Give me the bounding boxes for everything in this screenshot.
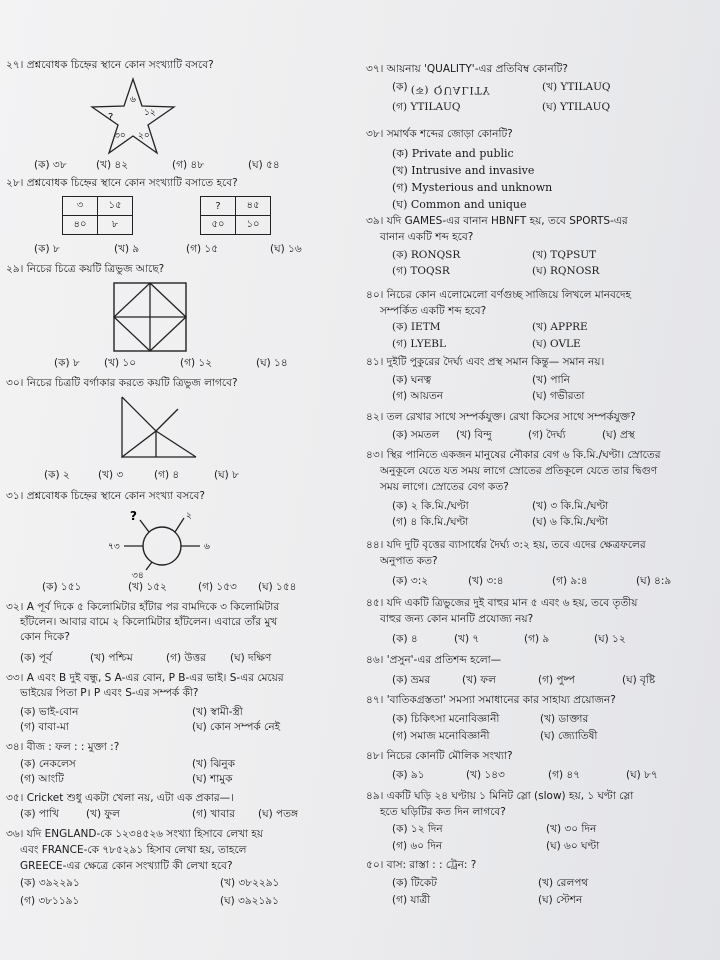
- option-b[interactable]: (খ) পশ্চিম: [90, 652, 133, 664]
- option-c[interactable]: (গ) ৪৭: [548, 769, 581, 781]
- option-a[interactable]: (ক) ৩৮: [34, 159, 67, 171]
- option-b[interactable]: (খ) ৩০ দিন: [546, 823, 597, 835]
- grid-cell: ৪০: [63, 216, 98, 235]
- option-c[interactable]: (গ) দৈর্ঘ্য: [528, 429, 566, 441]
- option-b[interactable]: (খ) ৭: [454, 633, 480, 645]
- question-stem: ৩১। প্রশ্নবোধক চিহ্নের স্থানে কোন সংখ্যা বসবে?: [6, 490, 205, 502]
- option-b[interactable]: (খ) ৯: [114, 243, 140, 255]
- option-d[interactable]: (ঘ) ৫৪: [248, 159, 280, 171]
- option-a[interactable]: (ক) ১৫১: [42, 581, 82, 593]
- option-d[interactable]: (ঘ) কোন সম্পর্ক নেই: [192, 721, 281, 733]
- option-d[interactable]: (ঘ) ৬ কি.মি./ঘণ্টা: [532, 516, 608, 528]
- star-question-mark: ?: [108, 112, 114, 123]
- wheel-number-bottom: ৩৪: [132, 571, 144, 581]
- question-line: অনুপাত কত?: [380, 555, 438, 567]
- option-b[interactable]: (খ) পানি: [532, 374, 570, 386]
- wheel-figure: [106, 506, 216, 586]
- wheel-number-top-right: ২: [186, 511, 192, 521]
- question-32: [6, 600, 279, 645]
- option-a[interactable]: (ক) ভাই-বোন: [20, 706, 79, 718]
- option-c[interactable]: (গ) ৪ কি.মি./ঘণ্টা: [392, 516, 469, 528]
- question-stem: ৪১। দুইটি পুকুরের দৈর্ঘ্য এবং প্রস্থ সমান কিন্তু— সমান নয়।: [366, 356, 605, 368]
- option-a[interactable]: (ক) Private and public: [392, 147, 514, 160]
- option-a[interactable]: (ক) ১২ দিন: [392, 823, 443, 835]
- option-c[interactable]: (গ) ৪: [154, 469, 180, 481]
- number-grid-2: [200, 196, 271, 235]
- option-a[interactable]: (ক) পাখি: [20, 808, 59, 820]
- option-d[interactable]: (ঘ) পতঙ্গ: [258, 808, 298, 820]
- option-d[interactable]: (ঘ) YTILAUQ: [542, 101, 611, 113]
- question-line: ৪৫। যদি একটি ত্রিভুজের দুই বাহুর মান ৫ এবং ৬ হয়, তবে তৃতীয়: [366, 597, 638, 609]
- question-line: ভাইয়ের পিতা P। P এবং S-এর সম্পর্ক কী?: [20, 687, 199, 699]
- question-stem: ৪৮। নিচের কোনটি মৌলিক সংখ্যা?: [366, 750, 513, 762]
- option-d[interactable]: (ঘ) ১৫৪: [258, 581, 297, 593]
- option-b[interactable]: (খ) ৪২: [96, 159, 129, 171]
- question-33: [6, 671, 284, 701]
- question-line: ৩২। A পূর্ব দিকে ৫ কিলোমিটার হাঁটার পর বামদিকে ৩ কিলোমিটার: [6, 601, 280, 613]
- question-stem: ৩৫। Cricket শুধু একটা খেলা নয়, এটা এক প্রকার—।: [6, 792, 234, 804]
- option-c[interactable]: (গ) ৬০ দিন: [392, 840, 443, 852]
- question-line: ৩৯। যদি GAMES-এর বানান HBNFT হয়, তবে SPORTS-এর: [366, 215, 628, 227]
- option-c[interactable]: (গ) TOQSR: [392, 265, 450, 277]
- option-c[interactable]: (গ) YTILAUQ: [392, 101, 461, 113]
- question-45: [366, 595, 637, 627]
- question-47: [366, 693, 616, 707]
- option-a[interactable]: (ক) ৪: [392, 633, 418, 645]
- star-right-number: ১২: [144, 108, 156, 118]
- option-a[interactable]: (ক) সমতল: [392, 429, 440, 441]
- wheel-number-left: ৭৩: [108, 542, 120, 552]
- grid-cell: ৪৫: [236, 197, 271, 216]
- option-b[interactable]: (খ) ৩:৪: [468, 575, 504, 587]
- square-triangles-figure: [112, 281, 188, 353]
- question-line: ৪৯। একটি ঘড়ি ২৪ ঘণ্টায় ১ মিনিট স্লো (slow) হয়, ১ ঘণ্টা স্লো: [366, 790, 634, 802]
- question-31: [6, 489, 205, 503]
- question-35: [6, 791, 234, 805]
- option-a[interactable]: (ক) চিকিৎসা মনোবিজ্ঞানী: [392, 713, 500, 725]
- grid-cell: ৫০: [201, 216, 236, 235]
- question-line: সময় লাগে। স্রোতের বেগ কত?: [380, 481, 509, 493]
- question-34: [6, 740, 119, 754]
- option-c[interactable]: (গ) Mysterious and unknown: [392, 181, 553, 194]
- option-c[interactable]: (গ) আয়তন: [392, 390, 443, 402]
- option-b[interactable]: (খ) স্বামী-স্ত্রী: [192, 706, 243, 718]
- option-a[interactable]: (ক) ৮: [34, 243, 60, 255]
- wheel-number-right: ৬: [204, 542, 210, 552]
- option-d[interactable]: (ঘ) ১৬: [270, 243, 302, 255]
- grid-cell: ১০: [236, 216, 271, 235]
- question-48: [366, 749, 513, 763]
- option-d[interactable]: (ঘ) RQNOSR: [532, 265, 600, 277]
- question-line: হতে ঘড়িটির কত দিন লাগবে?: [380, 806, 506, 818]
- question-line: অনুকূলে যেতে যত সময় লাগে স্রোতের প্রতিকূলে যেতে তার দ্বিগুণ: [380, 465, 658, 477]
- question-40: [366, 287, 631, 319]
- question-line: ৩৩। A এবং B দুই বন্ধু, S A-এর বোন, P B-এর ভাই। S-এর মেয়ের: [6, 672, 284, 684]
- option-b[interactable]: (খ) ডাক্তার: [540, 713, 589, 725]
- question-stem: ৪২। তল রেখার সাথে সম্পর্কযুক্ত। রেখা কিসের সাথে সম্পর্কযুক্ত?: [366, 411, 636, 423]
- option-a[interactable]: (ক) ২ কি.মি./ঘণ্টা: [392, 500, 469, 512]
- question-stem: ৫০। বাস: রাস্তা : : ট্রেন: ?: [366, 859, 477, 871]
- question-line: বাহুর জন্য কোন মানটি প্রযোজ্য নয়?: [380, 613, 534, 625]
- question-line: হাঁটলেন। আবার বামে ২ কিলোমিটার হাঁটলেন। এবারে তাঁর মুখ: [20, 616, 278, 628]
- wheel-question-mark: ?: [130, 509, 137, 523]
- option-d[interactable]: (ঘ) ৮৭: [626, 769, 658, 781]
- option-b[interactable]: (খ) ফল: [462, 674, 496, 686]
- option-d[interactable]: (ঘ) ৬০ ঘণ্টা: [546, 840, 600, 852]
- star-bottom-left-number: ৩০: [114, 131, 126, 141]
- question-28: [6, 176, 238, 190]
- option-c[interactable]: (গ) ৯: [524, 633, 550, 645]
- option-a[interactable]: (ক) RONQSR: [392, 249, 461, 261]
- option-c[interactable]: (গ) আংটি: [20, 773, 64, 785]
- option-c[interactable]: (গ) ৯:৪: [552, 575, 588, 587]
- question-stem: ২৭। প্রশ্নবোধক চিহ্নের স্থানে কোন সংখ্যাটি বসবে?: [6, 59, 214, 71]
- option-b[interactable]: (খ) ঝিনুক: [192, 758, 235, 770]
- question-line: কোন দিকে?: [20, 631, 70, 643]
- star-bottom-right-number: ২০: [138, 131, 150, 141]
- question-stem: ৩৪। বীজ : ফল : : মুক্তা :?: [6, 741, 120, 753]
- option-c[interactable]: (গ) ৩৮১১৯১: [20, 895, 80, 907]
- question-stem: ৪৬। 'প্রসুন'-এর প্রতিশব্দ হলো—: [366, 654, 502, 666]
- option-b[interactable]: (খ) ১৪৩: [466, 769, 505, 781]
- option-d[interactable]: (ঘ) শামুক: [192, 773, 233, 785]
- option-d[interactable]: (ঘ) প্রস্থ: [602, 429, 635, 441]
- option-d[interactable]: (ঘ) ১২: [594, 633, 626, 645]
- option-a[interactable]: (ক) ঘনত্ব: [392, 374, 432, 386]
- option-c[interactable]: (গ) যাত্রী: [392, 894, 431, 906]
- question-38: [366, 127, 513, 141]
- option-d[interactable]: (ঘ) OVLE: [532, 338, 581, 350]
- option-a[interactable]: (ক) (ক) QUALITY: [392, 81, 491, 96]
- question-line: বানান একটি শব্দ হবে?: [380, 231, 474, 243]
- star-figure: [88, 76, 178, 156]
- question-39: [366, 213, 628, 245]
- option-d[interactable]: (ঘ) বৃষ্টি: [622, 674, 656, 686]
- option-b[interactable]: (খ) ৩৮২২৯১: [220, 877, 280, 889]
- option-a[interactable]: (ক) টিকেট: [392, 877, 437, 889]
- question-stem: ৩০। নিচের চিত্রটি বর্গাকার করতে কয়টি ত্রিভুজ লাগবে?: [6, 377, 238, 389]
- option-c[interactable]: (গ) পুষ্প: [538, 674, 575, 686]
- question-49: [366, 788, 633, 820]
- question-line: ৪৩। স্থির পানিতে একজন মানুষের নৌকার বেগ ৬ কি.মি./ঘণ্টা। স্রোতের: [366, 449, 661, 461]
- option-a[interactable]: (ক) ৩৯২২৯১: [20, 877, 80, 889]
- number-grid-1: [62, 196, 133, 235]
- question-44: [366, 537, 646, 569]
- question-line: সম্পর্কিত একটি শব্দ হবে?: [380, 305, 487, 317]
- option-b[interactable]: (খ) ৩: [98, 469, 124, 481]
- option-c[interactable]: (গ) ১৫: [186, 243, 219, 255]
- option-d[interactable]: (ঘ) গভীরতা: [532, 390, 585, 402]
- option-b[interactable]: (খ) YTILAUQ: [542, 81, 611, 93]
- option-b[interactable]: (খ) বিন্দু: [456, 429, 492, 441]
- question-stem: ৩৮। সমার্থক শব্দের জোড়া কোনটি?: [366, 128, 513, 140]
- option-a[interactable]: (ক) পূর্ব: [20, 652, 52, 664]
- option-b[interactable]: (খ) ১৫২: [128, 581, 167, 593]
- option-c[interactable]: (গ) উত্তর: [166, 652, 206, 664]
- option-a[interactable]: (ক) ২: [44, 469, 70, 481]
- question-42: [366, 410, 636, 424]
- option-b[interactable]: (খ) ১০: [104, 357, 137, 369]
- incomplete-square-figure: [120, 395, 200, 459]
- option-c[interactable]: (গ) ১২: [180, 357, 213, 369]
- question-36: [6, 826, 263, 874]
- question-29: [6, 262, 164, 276]
- option-d[interactable]: (ঘ) ৮: [214, 469, 239, 481]
- question-27: [6, 58, 214, 72]
- grid-cell: ৮: [98, 216, 133, 235]
- question-line: এবং FRANCE-কে ৭৮৫২৯১ হিসাব লেখা হয়, তাহলে: [20, 844, 247, 856]
- option-d[interactable]: (ঘ) ৩৯২১৯১: [220, 895, 279, 907]
- option-c[interactable]: (গ) ১৫৩: [198, 581, 237, 593]
- option-d[interactable]: (ঘ) ১৪: [256, 357, 288, 369]
- option-b[interactable]: (খ) Intrusive and invasive: [392, 164, 535, 177]
- option-a[interactable]: (ক) ভ্রমর: [392, 674, 431, 686]
- question-stem: ৪৭। 'বাতিকগ্রস্ততা' সমস্যা সমাধানের কার সাহায্য প্রয়োজন?: [366, 694, 616, 706]
- question-37: [366, 62, 568, 76]
- option-a[interactable]: (ক) নেকলেস: [20, 758, 76, 770]
- question-stem: ২৯। নিচের চিত্রে কয়টি ত্রিভুজ আছে?: [6, 263, 165, 275]
- option-c[interactable]: (গ) খাবার: [192, 808, 236, 820]
- option-c[interactable]: (গ) ৪৮: [172, 159, 205, 171]
- grid-cell: ?: [201, 197, 236, 216]
- question-43: [366, 447, 661, 495]
- question-line: ৪৪। যদি দুটি বৃত্তের ব্যাসার্ধের দৈর্ঘ্য ৩:২ হয়, তবে এদের ক্ষেত্রফলের: [366, 539, 646, 551]
- option-a[interactable]: (ক) ৮: [54, 357, 80, 369]
- option-d[interactable]: (ঘ) স্টেশন: [538, 894, 583, 906]
- question-stem: ৩৭। আয়নায় 'QUALITY'-এর প্রতিবিম্ব কোনটি?: [366, 63, 568, 75]
- option-b[interactable]: (খ) ৩ কি.মি./ঘণ্টা: [532, 500, 609, 512]
- option-c[interactable]: (গ) LYEBL: [392, 338, 446, 350]
- option-d[interactable]: (ঘ) জ্যোতিষী: [540, 730, 598, 742]
- question-46: [366, 653, 501, 667]
- option-b[interactable]: (খ) ফুল: [86, 808, 120, 820]
- option-c[interactable]: (গ) বাবা-মা: [20, 721, 69, 733]
- option-a[interactable]: (ক) IETM: [392, 321, 441, 333]
- option-c[interactable]: (গ) সমাজ মনোবিজ্ঞানী: [392, 730, 490, 742]
- question-50: [366, 858, 476, 872]
- option-b[interactable]: (খ) APPRE: [532, 321, 588, 333]
- option-d[interactable]: (ঘ) ৪:৯: [636, 575, 672, 587]
- grid-cell: ৩: [63, 197, 98, 216]
- question-41: [366, 355, 604, 369]
- option-d[interactable]: (ঘ) দক্ষিণ: [230, 652, 272, 664]
- option-a[interactable]: (ক) ৩:২: [392, 575, 429, 587]
- grid-cell: ১৫: [98, 197, 133, 216]
- option-a[interactable]: (ক) ৯১: [392, 769, 425, 781]
- star-top-number: ৬: [130, 95, 136, 105]
- option-b[interactable]: (খ) TQPSUT: [532, 249, 597, 261]
- question-stem: ২৮। প্রশ্নবোধক চিহ্নের স্থানে কোন সংখ্যাটি বসাতে হবে?: [6, 177, 238, 189]
- option-d[interactable]: (ঘ) Common and unique: [392, 198, 527, 211]
- question-line: ৩৬। যদি ENGLAND-কে ১২৩৪৫২৬ সংখ্যা হিসাবে লেখা হয়: [6, 828, 264, 840]
- question-30: [6, 376, 238, 390]
- option-b[interactable]: (খ) রেলপথ: [538, 877, 589, 889]
- question-line: ৪০। নিচের কোন এলোমেলো বর্ণগুচ্ছ সাজিয়ে লিখলে মানবদেহ: [366, 289, 632, 301]
- question-line: GREECE-এর ক্ষেত্রে কোন সংখ্যাটি কী লেখা হবে?: [20, 860, 233, 872]
